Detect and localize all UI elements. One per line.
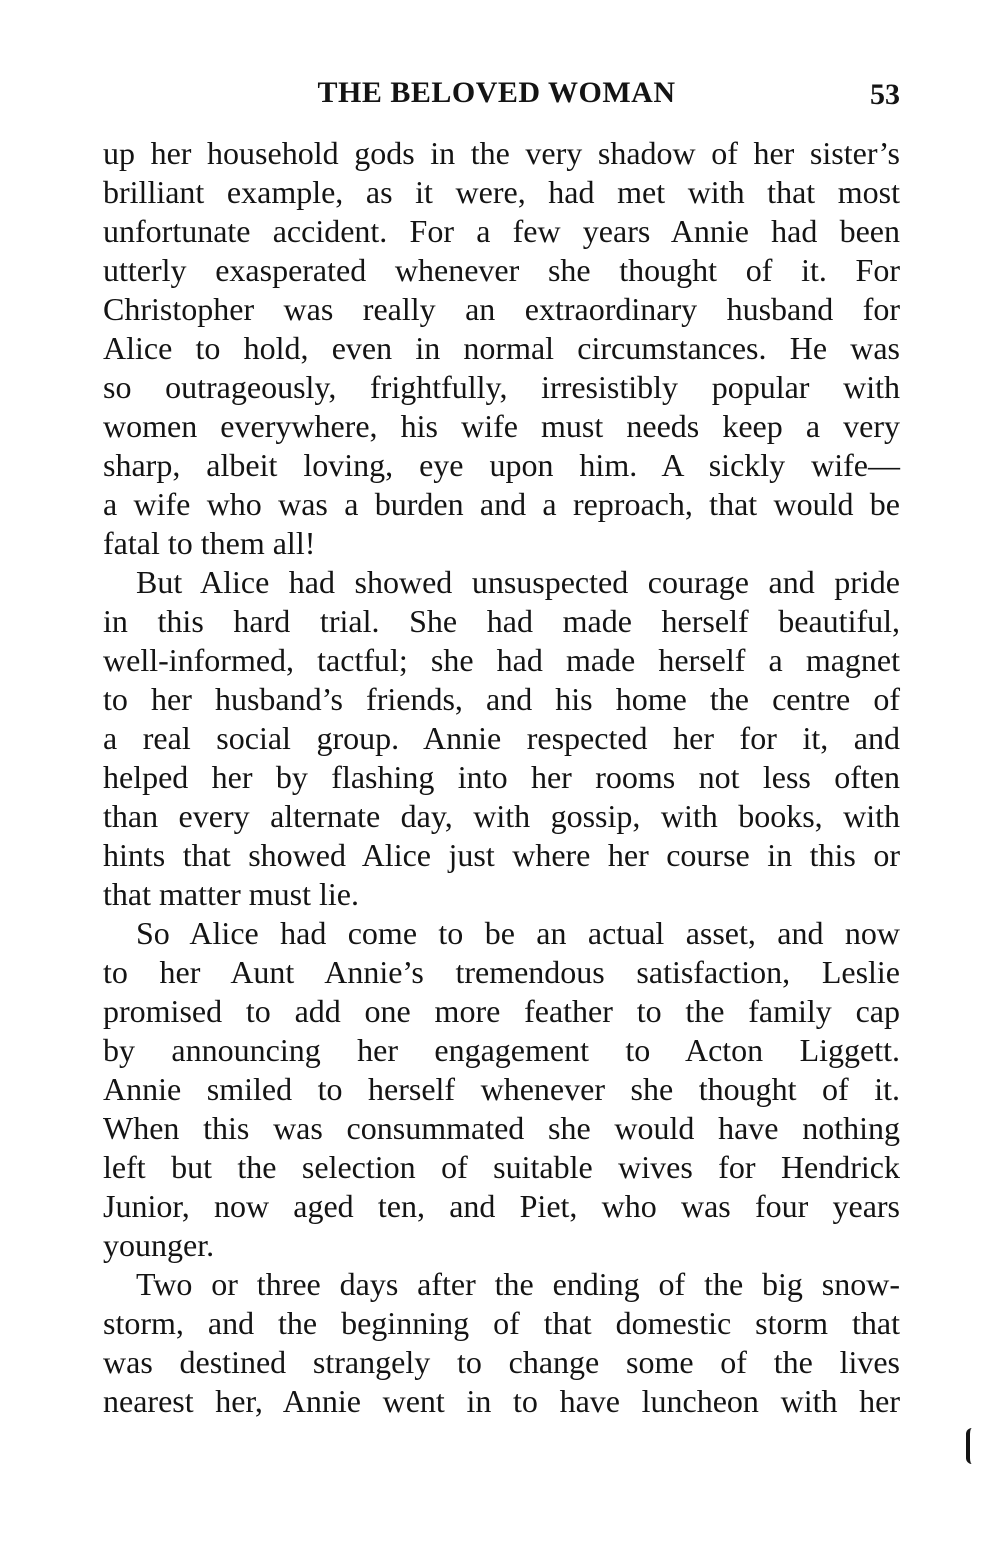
- paragraph-4: [103, 1265, 900, 1421]
- text-line: nearest her, Annie went in to have luncheon with her: [103, 1383, 900, 1419]
- text-line: Alice to hold, even in normal circumstances. He was: [103, 330, 900, 366]
- text-line: storm, and the beginning of that domestic storm that: [103, 1305, 900, 1341]
- text-line: Two or three days after the ending of the big snow-: [136, 1266, 900, 1302]
- text-line: Christopher was really an extraordinary husband for: [103, 291, 900, 327]
- text-line: left but the selection of suitable wives for Hendrick: [103, 1149, 900, 1185]
- paragraph-2: [103, 563, 900, 914]
- text-line: So Alice had come to be an actual asset, and now: [136, 915, 900, 951]
- text-line: by announcing her engagement to Acton Liggett.: [103, 1032, 900, 1068]
- text-line: brilliant example, as it were, had met with that most: [103, 174, 900, 210]
- running-head: [103, 76, 900, 116]
- body-text: [103, 134, 900, 1421]
- text-line: promised to add one more feather to the family cap: [103, 993, 900, 1029]
- paragraph-1: [103, 134, 900, 563]
- text-line: than every alternate day, with gossip, with books, with: [103, 798, 900, 834]
- text-line: that matter must lie.: [103, 876, 359, 912]
- text-line: to her Aunt Annie’s tremendous satisfaction, Leslie: [103, 954, 900, 990]
- text-line: helped her by flashing into her rooms not less often: [103, 759, 900, 795]
- margin-bracket-mark: [966, 1428, 972, 1464]
- text-line: a wife who was a burden and a reproach, that would be: [103, 486, 900, 522]
- text-line: unfortunate accident. For a few years Annie had been: [103, 213, 900, 249]
- text-line: sharp, albeit loving, eye upon him. A sickly wife—: [103, 447, 900, 483]
- text-line: When this was consummated she would have nothing: [103, 1110, 900, 1146]
- text-line: was destined strangely to change some of the lives: [103, 1344, 900, 1380]
- text-line: Junior, now aged ten, and Piet, who was four years: [103, 1188, 900, 1224]
- text-line: a real social group. Annie respected her for it, and: [103, 720, 900, 756]
- text-line: utterly exasperated whenever she thought of it. For: [103, 252, 900, 288]
- text-line: younger.: [103, 1227, 215, 1263]
- text-line: in this hard trial. She had made herself beautiful,: [103, 603, 900, 639]
- text-line: so outrageously, frightfully, irresistibly popular with: [103, 369, 900, 405]
- text-line: Annie smiled to herself whenever she thought of it.: [103, 1071, 900, 1107]
- paragraph-3: [103, 914, 900, 1265]
- page-number: 53: [870, 78, 900, 111]
- text-line: to her husband’s friends, and his home the centre of: [103, 681, 900, 717]
- text-line: hints that showed Alice just where her course in this or: [103, 837, 900, 873]
- text-line: women everywhere, his wife must needs keep a very: [103, 408, 900, 444]
- text-line: fatal to them all!: [103, 525, 316, 561]
- text-line: up her household gods in the very shadow of her sister’s: [103, 135, 900, 171]
- text-line: But Alice had showed unsuspected courage and pride: [136, 564, 900, 600]
- running-title: THE BELOVED WOMAN: [317, 76, 676, 109]
- text-line: well-informed, tactful; she had made herself a magnet: [103, 642, 900, 678]
